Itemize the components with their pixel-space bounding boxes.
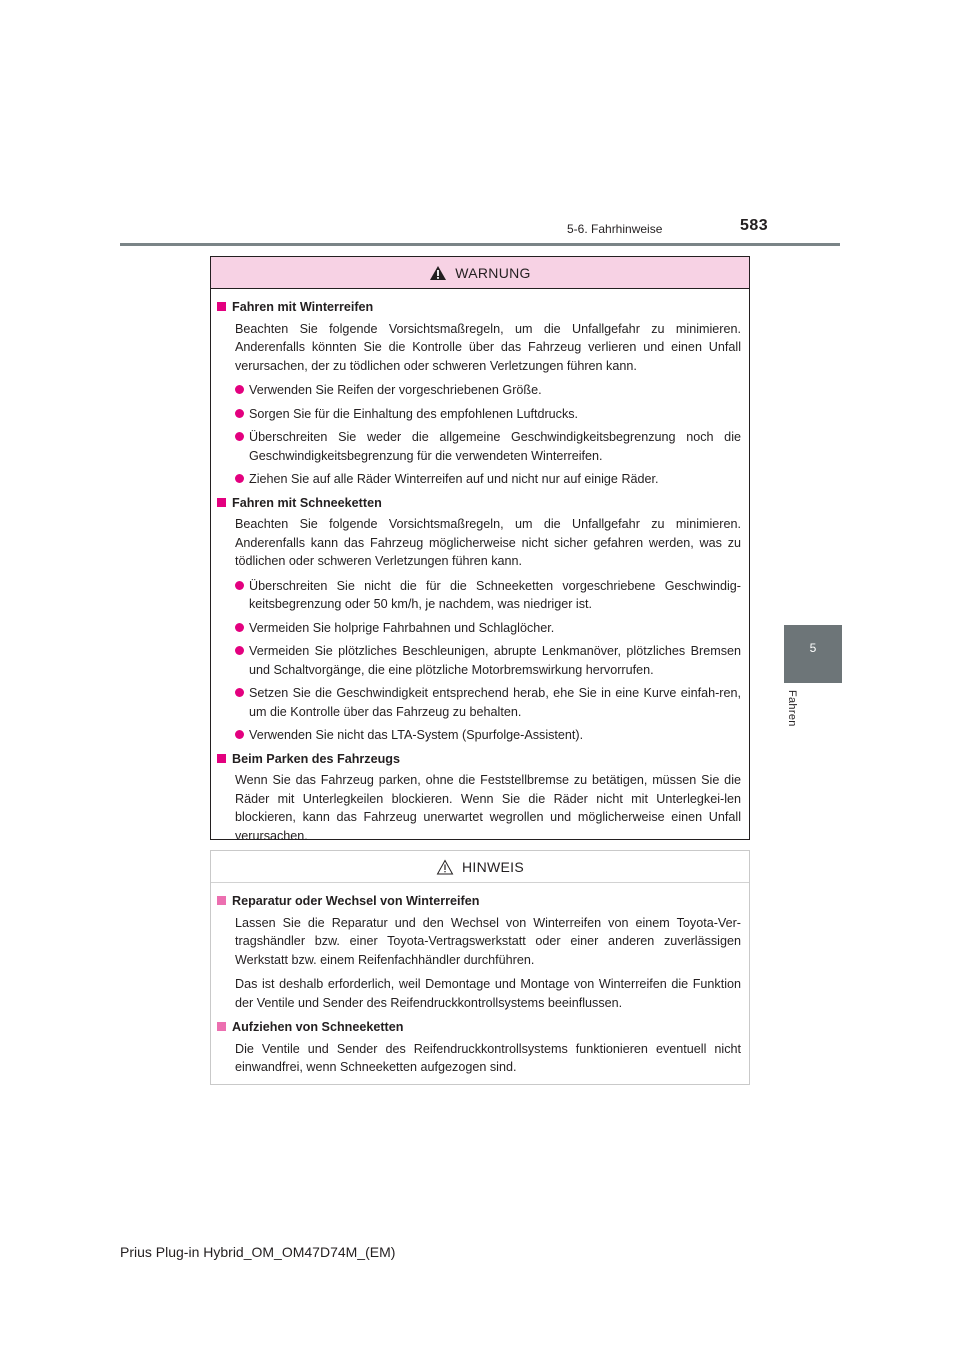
square-bullet-icon — [217, 754, 226, 763]
bullet-item — [235, 428, 741, 465]
section-heading-text: Fahren mit Schneeketten — [232, 495, 382, 510]
section-heading — [217, 892, 741, 911]
section-heading — [217, 750, 741, 769]
bullet-item — [235, 619, 741, 638]
chapter-tab-number: 5 — [809, 641, 817, 655]
bullet-text: Überschreiten Sie weder die allgemeine Geschwindigkeitsbegrenzung noch die Geschwindigkeitsbegrenzung für die verwendeten Winterreifen. — [249, 430, 741, 463]
square-bullet-icon — [217, 302, 226, 311]
notice-title: HINWEIS — [462, 858, 524, 875]
notice-box — [210, 850, 750, 1085]
bullet-item — [235, 577, 741, 614]
warning-box — [210, 256, 750, 843]
section-paragraph: Lassen Sie die Reparatur und den Wechsel von Winterreifen von einem Toyota-Ver-tragshändler bzw. einer Toyota-Vertragswerkstatt oder einer anderen zuverlässigen Werkstatt bzw. einem Reifenfachhändler durchführen. — [235, 915, 741, 967]
content-section — [217, 494, 741, 745]
content-section — [217, 298, 741, 489]
notice-header — [211, 851, 749, 883]
document-footer: Prius Plug-in Hybrid_OM_OM47D74M_(EM) — [120, 1244, 396, 1260]
section-heading — [217, 494, 741, 513]
circle-bullet-icon — [235, 646, 244, 655]
circle-bullet-icon — [235, 474, 244, 483]
warning-title: WARNUNG — [455, 264, 531, 281]
bullet-text: Verwenden Sie nicht das LTA-System (Spurfolge-Assistent). — [249, 728, 584, 742]
section-title: 5-6. Fahrhinweise — [567, 222, 663, 236]
header-divider — [120, 243, 840, 246]
bullet-text: Ziehen Sie auf alle Räder Winterreifen auf und nicht nur auf einige Räder. — [249, 472, 659, 486]
section-paragraph: Die Ventile und Sender des Reifendruckkontrollsystems funktionieren eventuell nicht einwandfrei, wenn Schneeketten aufgezogen sind. — [235, 1041, 741, 1074]
content-section — [217, 1018, 741, 1077]
warning-header — [211, 257, 749, 289]
section-heading — [217, 298, 741, 317]
section-paragraph: Das ist deshalb erforderlich, weil Demontage und Montage von Winterreifen die Funktion der Ventile und Sender des Reifendruckkontrollsystems beeinflussen. — [235, 977, 741, 1010]
bullet-item — [235, 642, 741, 679]
bullet-item — [235, 726, 741, 745]
section-paragraph: Wenn Sie das Fahrzeug parken, ohne die Feststellbremse zu betätigen, müssen Sie die Räder mit Unterlegkeilen blockieren. Wenn Sie die Räder nicht mit Unterlegkei-len blockieren, kann das Fahrzeug unerwartet wegrollen und möglicherweise einen Unfall verursachen. — [235, 773, 741, 843]
bullet-item — [235, 381, 741, 400]
bullet-text: Vermeiden Sie holprige Fahrbahnen und Schlaglöcher. — [249, 620, 555, 635]
bullet-item — [235, 470, 741, 489]
section-heading-text: Aufziehen von Schneeketten — [232, 1020, 404, 1034]
section-paragraph: Beachten Sie folgende Vorsichtsmaßregeln, um die Unfallgefahr zu minimieren. Anderenfalls kann das Fahrzeug möglicherweise nicht sicher gefahren werden, was zu tödlichen oder schweren Verletzungen führen kann. — [235, 517, 741, 568]
chapter-tab-label: Fahren — [786, 690, 798, 727]
bullet-text: Vermeiden Sie plötzliches Beschleunigen, abrupte Lenkmanöver, plötzliches Bremsen und Schaltvorgänge, die eine plötzliche Motorbremswirkung hervorrufen. — [249, 644, 741, 677]
bullet-item — [235, 684, 741, 721]
bullet-text: Verwenden Sie Reifen der vorgeschriebenen Größe. — [249, 383, 542, 397]
content-section — [217, 750, 741, 846]
section-heading — [217, 1018, 741, 1037]
bullet-text: Sorgen Sie für die Einhaltung des empfohlenen Luftdrucks. — [249, 406, 579, 421]
notice-triangle-icon — [436, 859, 454, 875]
square-bullet-icon — [217, 498, 226, 507]
section-heading-text: Beim Parken des Fahrzeugs — [232, 751, 400, 766]
warning-body — [211, 289, 749, 845]
circle-bullet-icon — [235, 730, 244, 739]
section-heading-text: Reparatur oder Wechsel von Winterreifen — [232, 894, 480, 908]
bullet-item — [235, 405, 741, 424]
section-heading-text: Fahren mit Winterreifen — [232, 300, 374, 314]
content-section — [217, 892, 741, 1012]
section-paragraph: Beachten Sie folgende Vorsichtsmaßregeln, um die Unfallgefahr zu minimieren. Anderenfalls könnten Sie die Kontrolle über das Fahrzeug verlieren und einen Unfall verursachen, der zu tödlichen oder schweren Verletzungen führen kann. — [235, 321, 741, 373]
bullet-text: Setzen Sie die Geschwindigkeit entsprechend herab, ehe Sie in eine Kurve einfah-ren, um die Kontrolle über das Fahrzeug zu behalten. — [249, 686, 741, 719]
circle-bullet-icon — [235, 409, 244, 418]
circle-bullet-icon — [235, 581, 244, 590]
circle-bullet-icon — [235, 623, 244, 632]
circle-bullet-icon — [235, 688, 244, 697]
page-number: 583 — [740, 217, 769, 234]
warning-triangle-icon — [429, 265, 447, 281]
square-bullet-icon — [217, 1022, 226, 1031]
circle-bullet-icon — [235, 385, 244, 394]
notice-body — [211, 883, 749, 1077]
circle-bullet-icon — [235, 432, 244, 441]
bullet-text: Überschreiten Sie nicht die für die Schneeketten vorgeschriebene Geschwindig-keitsbegrenzung oder 50 km/h, je nachdem, was niedriger ist. — [249, 578, 741, 611]
square-bullet-icon — [217, 896, 226, 905]
